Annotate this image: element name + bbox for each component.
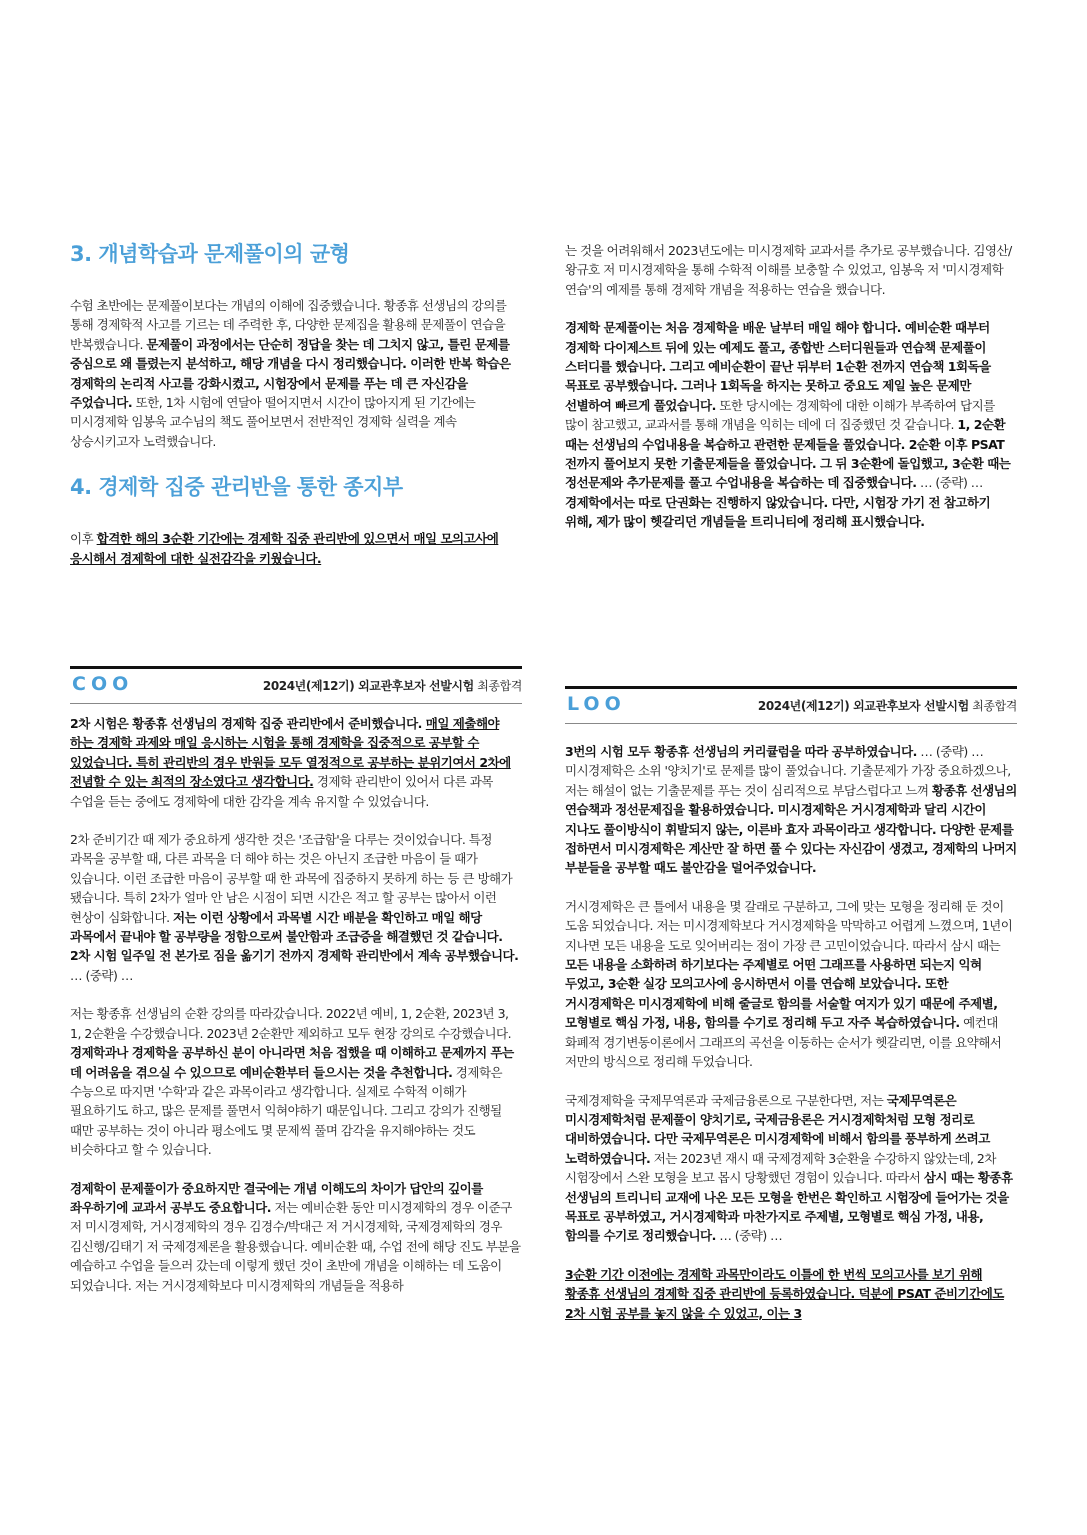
loo-paragraph-2: 거시경제학은 큰 틀에서 내용을 몇 갈래로 구분하고, 그에 맞는 모형을 정리해 둔 것이 도움 되었습니다. 저는 미시경제학보다 거시경제학을 막막하고 어렵게 느꼈으며, 1년이 지나면 모든 내용을 도로 잊어버리는 점이 가장 큰 고민이었습니다. 따라서 삼시 때는 모든 내용을 소화하려 하기보다는 주제별로 어떤 그래프를 사용하면 되는지 익혀 두었고, 3순환 실강 모의고사에 응시하면서 이를 연습해 보았습니다. 또한 거시경제학은 미시경제학에 비해 줄글로 함의를 서술할 여지가 있기 때문에 주제별, 모형별로 핵심 가정, 내용, 함의를 수기로 정리해 두고 자주 복습하였습니다. 예컨대 화폐적 경기변동이론에서 그래프의 곡선을 이동하는 순서가 헷갈리면, 이를 요약해서 저만의 방식으로 정리해 두었습니다. [565, 898, 1013, 1070]
right-top-column [565, 241, 1017, 532]
section-3-title: 3. 개념학습과 문제풀이의 균형 [70, 242, 350, 266]
left-top-column [70, 238, 522, 568]
section-3-paragraph: 수험 초반에는 문제풀이보다는 개념의 이해에 집중했습니다. 황종휴 선생님의 강의를 통해 경제학적 사고를 기르는 데 주력한 후, 다양한 문제집을 활용해 문제풀이 연습을 반복했습니다. 문제풀이 과정에서는 단순히 정답을 찾는 데 그치지 않고, 틀린 문제를 중심으로 왜 틀렸는지 분석하고, 해당 개념을 다시 정리했습니다. 이러한 반복 학습은 경제학의 논리적 사고를 강화시켰고, 시험장에서 문제를 푸는 데 큰 자신감을 주었습니다. 또한, 1차 시험에 연달아 떨어지면서 시간이 많아지게 된 기간에는 미시경제학 임봉욱 교수님의 책도 풀어보면서 전반적인 경제학 실력을 계속 상승시키고자 노력했습니다. [70, 298, 511, 449]
section-4-paragraph: 이후 합격한 해의 3순환 기간에는 경제학 집중 관리반에 있으면서 매일 모의고사에 응시해서 경제학에 대한 실전감각을 키웠습니다. [70, 531, 499, 566]
loo-paragraph-1: 3번의 시험 모두 황종휴 선생님의 커리큘럼을 따라 공부하였습니다. … (중략) … 미시경제학은 소위 '양치기'로 문제를 많이 풀었습니다. 기출문제가 가장 중요하겠으나, 저는 해설이 없는 기출문제를 푸는 것이 심리적으로 부담스럽다고 느껴 황종휴 선생님의 연습책과 정선문제집을 활용하였습니다. 미시경제학은 거시경제학과 달리 시간이 지나도 풀이방식이 휘발되지 않는, 이른바 효자 과목이라고 생각합니다. 다양한 문제를 접하면서 미시경제학은 계산만 잘 하면 풀 수 있다는 자신감이 생겼고, 경제학의 나머지 부분들을 공부할 때도 불안감을 덜어주었습니다. [565, 744, 1017, 876]
loo-header [565, 686, 1017, 724]
loo-body [565, 742, 1017, 1323]
loo-tag: LOO [567, 693, 626, 715]
coo-tag: COO [72, 673, 134, 695]
coo-exam-info: 2024년(제12기) 외교관후보자 선발시험 최종합격 [262, 679, 522, 693]
coo-paragraph-4: 경제학이 문제풀이가 중요하지만 결국에는 개념 이해도의 차이가 답안의 깊이를 좌우하기에 교과서 공부도 중요합니다. 저는 예비순환 동안 미시경제학의 경우 이준구 저 미시경제학, 거시경제학의 경우 김경수/박대근 저 거시경제학, 국제경제학의 경우 김신행/김태기 저 국제경제론을 활용했습니다. 예비순환 때, 수업 전에 해당 진도 부분을 예습하고 수업을 들으러 갔는데 이렇게 했던 것이 초반에 개념을 이해하는 데 도움이 되었습니다. 저는 거시경제학보다 미시경제학의 개념들을 적용하 [70, 1180, 521, 1293]
loo-exam-info: 2024년(제12기) 외교관후보자 선발시험 최종합격 [757, 699, 1017, 713]
coo-body [70, 714, 522, 1295]
right-top-paragraph-2: 경제학 문제풀이는 처음 경제학을 배운 날부터 매일 해야 합니다. 예비순환 때부터 경제학 다이제스트 뒤에 있는 예제도 풀고, 종합반 스터디원들과 연습책 문제풀이 스터디를 했습니다. 그리고 예비순환이 끝난 뒤부터 1순환 전까지 연습책 1회독을 목표로 공부했습니다. 그러나 1회독을 하지는 못하고 중요도 제일 높은 문제만 선별하여 빠르게 풀었습니다. 또한 당시에는 경제학에 대한 이해가 부족하여 답지를 많이 참고했고, 교과서를 통해 개념을 익히는 데에 더 집중했던 것 같습니다. 1, 2순환 때는 선생님의 수업내용을 복습하고 관련한 문제들을 풀었습니다. 2순환 이후 PSAT 전까지 풀어보지 못한 기출문제들을 풀었습니다. 그 뒤 3순환에 돌입했고, 3순환 때는 정선문제와 추가문제를 풀고 수업내용을 복습하는 데 집중했습니다. … (중략) … 경제학에서는 따로 단권화는 진행하지 않았습니다. 다만, 시험장 가기 전 참고하기 위해, 제가 많이 헷갈리던 개념들을 트리니티에 정리해 표시했습니다. [565, 320, 1011, 530]
right-top-paragraph-1: 는 것을 어려워해서 2023년도에는 미시경제학 교과서를 추가로 공부했습니다. 김영산/왕규호 저 미시경제학을 통해 수학적 이해를 보충할 수 있었고, 임봉욱 저 '미시경제학 연습'의 예제를 통해 경제학 개념을 적용하는 연습을 했습니다. [565, 243, 1012, 297]
loo-paragraph-3: 국제경제학을 국제무역론과 국제금융론으로 구분한다면, 저는 국제무역론은 미시경제학처럼 문제풀이 양치기로, 국제금융론은 거시경제학처럼 모형 정리로 대비하였습니다. 다만 국제무역론은 미시경제학에 비해서 함의를 풍부하게 쓰려고 노력하였습니다. 저는 2023년 재시 때 국제경제학 3순환을 수강하지 않았는데, 2차 시험장에서 스완 모형을 보고 몹시 당황했던 경험이 있습니다. 따라서 삼시 때는 황종휴 선생님의 트리니티 교재에 나온 모든 모형을 한번은 확인하고 시험장에 들어가는 것을 목표로 공부하였고, 거시경제학과 마찬가지로 주제별, 모형별로 핵심 가정, 내용, 함의를 수기로 정리했습니다. … (중략) … [565, 1092, 1013, 1244]
coo-paragraph-3: 저는 황종휴 선생님의 순환 강의를 따라갔습니다. 2022년 예비, 1, 2순환, 2023년 3, 1, 2순환을 수강했습니다. 2023년 2순환만 제외하고 모두 현장 강의로 수강했습니다. 경제학과나 경제학을 공부하신 분이 아니라면 처음 접했을 때 이해하고 문제까지 푸는 데 어려움을 겪으실 수 있으므로 예비순환부터 들으시는 것을 추천합니다. 경제학은 수능으로 따지면 '수학'과 같은 과목이라고 생각합니다. 실제로 수학적 이해가 필요하기도 하고, 많은 문제를 풀면서 익혀야하기 때문입니다. 그리고 강의가 진행될 때만 공부하는 것이 아니라 평소에도 몇 문제씩 풀며 감각을 유지해야하는 것도 비슷하다고 할 수 있습니다. [70, 1006, 514, 1158]
coo-paragraph-1: 2차 시험은 황종휴 선생님의 경제학 집중 관리반에서 준비했습니다. 매일 제출해야 하는 경제학 과제와 매일 응시하는 시험을 통해 경제학을 집중적으로 공부할 수 있었습니다. 특히 관리반의 경우 반원들 모두 열정적으로 공부하는 분위기여서 2차에 전념할 수 있는 최적의 장소였다고 생각합니다. 경제학 관리반이 있어서 다른 과목 수업을 듣는 중에도 경제학에 대한 감각을 계속 유지할 수 있었습니다. [70, 716, 511, 809]
coo-paragraph-2: 2차 준비기간 때 제가 중요하게 생각한 것은 '조급함'을 다루는 것이었습니다. 특정 과목을 공부할 때, 다른 과목을 더 해야 하는 것은 아닌지 조급한 마음이 들 때가 있습니다. 이런 조급한 마음이 공부할 때 한 과목에 집중하지 못하게 하는 등 큰 방해가 됐습니다. 특히 2차가 얼마 안 남은 시점이 되면 시간은 적고 할 공부는 많아서 이런 현상이 심화합니다. 저는 이런 상황에서 과목별 시간 배분을 확인하고 매일 해당 과목에서 끝내야 할 공부량을 정함으로써 불안함과 조급증을 해결했던 것 같습니다. 2차 시험 일주일 전 본가로 짐을 옮기기 전까지 경제학 관리반에서 계속 공부했습니다. … (중략) … [70, 832, 519, 983]
coo-header [70, 666, 522, 704]
section-4-title: 4. 경제학 집중 관리반을 통한 종지부 [70, 475, 403, 500]
loo-paragraph-4: 3순환 기간 이전에는 경제학 과목만이라도 이틀에 한 번씩 모의고사를 보기 위해 황종휴 선생님의 경제학 집중 관리반에 등록하였습니다. 덕분에 PSAT 준비기간에도 2차 시험 공부를 놓지 않을 수 있었고, 이는 3 [565, 1266, 1004, 1321]
